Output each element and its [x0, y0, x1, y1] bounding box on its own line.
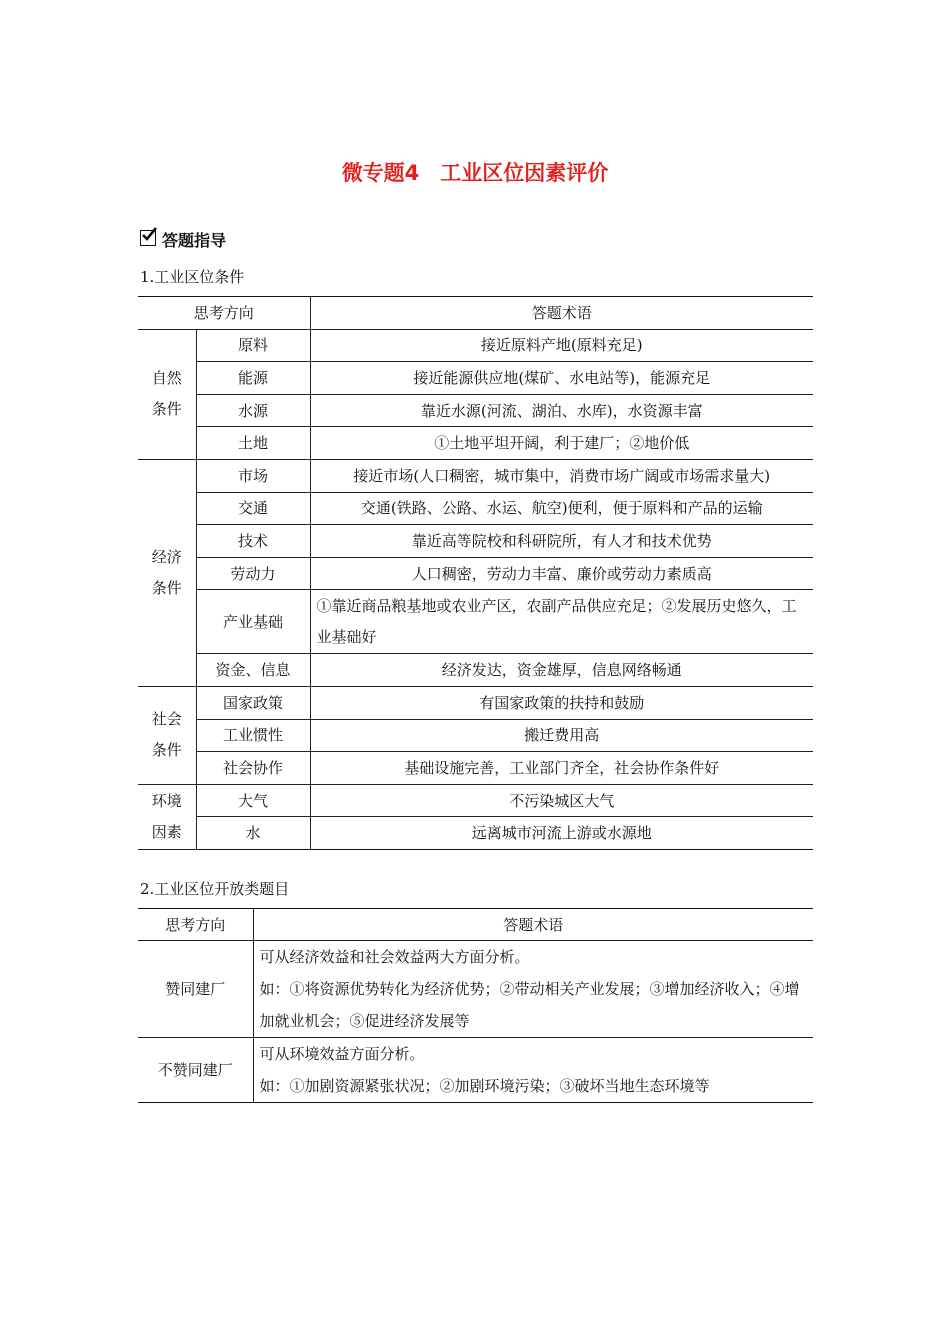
table-row: [138, 752, 813, 785]
header-term: 答题术语: [310, 297, 813, 330]
factor-cell: 社会协作: [196, 752, 310, 785]
section2-heading: 2.工业区位开放类题目: [140, 880, 290, 898]
group-label-economic: 经济 条件: [138, 459, 196, 686]
answer-line: 如：①加剧资源紧张状况；②加剧环境污染；③破坏当地生态环境等: [259, 1077, 710, 1095]
factor-cell: 资金、信息: [196, 654, 310, 687]
term-cell: 基础设施完善，工业部门齐全，社会协作条件好: [310, 752, 813, 785]
factor-cell: 水源: [196, 394, 310, 427]
table-row: [138, 784, 813, 817]
table-row: [138, 590, 813, 654]
term-cell: 远离城市河流上游或水源地: [310, 817, 813, 850]
factor-cell: 大气: [196, 784, 310, 817]
table-row: [138, 1038, 813, 1103]
factor-cell: 工业惯性: [196, 719, 310, 752]
section-heading-text: 答题指导: [162, 230, 227, 250]
term-cell: 接近市场(人口稠密，城市集中，消费市场广阔或市场需求量大): [310, 459, 813, 492]
section-heading: [140, 228, 226, 250]
answer-cell: [253, 1038, 813, 1103]
answer-cell: [253, 941, 813, 1038]
table-row: [138, 654, 813, 687]
table-row: [138, 459, 813, 492]
group-label-social: 社会 条件: [138, 686, 196, 784]
table-row: [138, 492, 813, 525]
factor-cell: 产业基础: [196, 590, 310, 654]
term-cell: 靠近高等院校和科研院所，有人才和技术优势: [310, 525, 813, 558]
table-row: [138, 941, 813, 1038]
term-cell: 交通(铁路、公路、水运、航空)便利，便于原料和产品的运输: [310, 492, 813, 525]
answer-line: 可从环境效益方面分析。: [259, 1045, 425, 1063]
section1-heading: 1.工业区位条件: [140, 268, 245, 286]
term-cell: 经济发达，资金雄厚，信息网络畅通: [310, 654, 813, 687]
answer-line: 如：①将资源优势转化为经济优势；②带动相关产业发展；③增加经济收入；④增加就业机会；⑤促进经济发展等: [259, 980, 800, 1030]
table-row: [138, 329, 813, 362]
term-cell: 搬迁费用高: [310, 719, 813, 752]
term-cell: 不污染城区大气: [310, 784, 813, 817]
term-cell: ①靠近商品粮基地或农业产区，农副产品供应充足；②发展历史悠久，工业基础好: [310, 590, 813, 654]
factor-cell: 交通: [196, 492, 310, 525]
factor-cell: 国家政策: [196, 686, 310, 719]
term-cell: 靠近水源(河流、湖泊、水库)，水资源丰富: [310, 394, 813, 427]
factor-cell: 能源: [196, 362, 310, 395]
location-conditions-table: [138, 296, 813, 850]
factor-cell: 劳动力: [196, 557, 310, 590]
direction-cell: 赞同建厂: [138, 941, 253, 1038]
factor-cell: 水: [196, 817, 310, 850]
table-row: [138, 525, 813, 558]
group-label-natural: 自然 条件: [138, 329, 196, 459]
term-cell: ①土地平坦开阔，利于建厂；②地价低: [310, 427, 813, 460]
header-direction: 思考方向: [138, 297, 310, 330]
table-row: [138, 362, 813, 395]
table-row: [138, 817, 813, 850]
table-row: [138, 427, 813, 460]
factor-cell: 技术: [196, 525, 310, 558]
term-cell: 有国家政策的扶持和鼓励: [310, 686, 813, 719]
term-cell: 接近能源供应地(煤矿、水电站等)，能源充足: [310, 362, 813, 395]
term-cell: 人口稠密，劳动力丰富、廉价或劳动力素质高: [310, 557, 813, 590]
header-direction: 思考方向: [138, 909, 253, 941]
answer-line: 可从经济效益和社会效益两大方面分析。: [259, 948, 530, 966]
group-label-environment: 环境 因素: [138, 784, 196, 849]
term-cell: 接近原料产地(原料充足): [310, 329, 813, 362]
table-row: [138, 686, 813, 719]
open-questions-table: [138, 908, 813, 1103]
table-row: [138, 557, 813, 590]
factor-cell: 市场: [196, 459, 310, 492]
direction-cell: 不赞同建厂: [138, 1038, 253, 1103]
factor-cell: 土地: [196, 427, 310, 460]
table-row: [138, 719, 813, 752]
header-term: 答题术语: [253, 909, 813, 941]
table-row: [138, 394, 813, 427]
factor-cell: 原料: [196, 329, 310, 362]
checkbox-icon: [140, 230, 156, 246]
page-title: 微专题4 工业区位因素评价: [341, 161, 609, 185]
